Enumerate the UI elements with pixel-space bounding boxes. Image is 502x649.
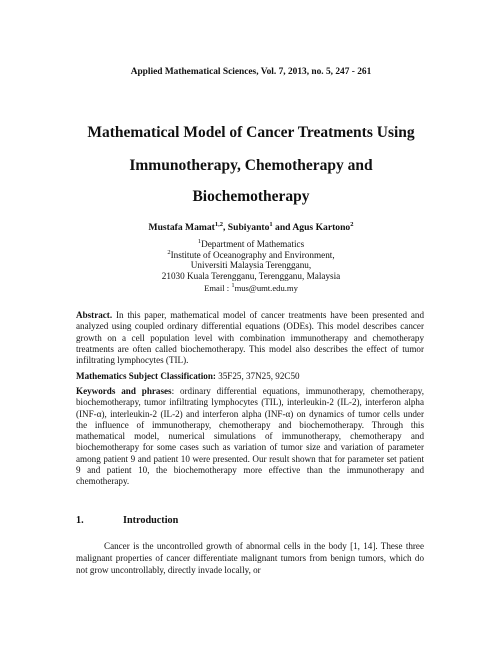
- affiliation-1: [0, 238, 502, 249]
- section-title: Introduction: [123, 515, 179, 526]
- email-superscript: 1: [231, 282, 235, 289]
- msc-text: 35F25, 37N25, 92C50: [215, 371, 300, 381]
- affiliation-superscript: 1: [197, 238, 202, 245]
- section-number: 1.: [76, 515, 84, 526]
- author-superscript: 2: [350, 221, 354, 228]
- keywords: [76, 386, 424, 488]
- author-superscript: 1,2: [214, 221, 223, 228]
- affiliation-2: [0, 249, 502, 260]
- title-line-1: Mathematical Model of Cancer Treatments Using: [87, 124, 415, 141]
- abstract-text: In this paper, mathematical model of cancer treatments have been presented and analyzed using coupled ordinary differential equations (ODEs). This model describes cancer growth on a cell population level with combination immunotherapy and chemotherapy treatments are often called biochemotherapy. This model also describes the effect of tumor infiltrating lymphocytes (TIL).: [76, 310, 424, 366]
- running-head: Applied Mathematical Sciences, Vol. 7, 2013, no. 5, 247 - 261: [130, 67, 372, 77]
- msc-label: Mathematics Subject Classification:: [76, 371, 216, 381]
- title-line-3: Biochemotherapy: [192, 188, 310, 205]
- keywords-label: Keywords and phrases: [76, 386, 172, 396]
- author-superscript: 1: [269, 221, 273, 228]
- abstract: [76, 310, 424, 366]
- author-separator: , Subiyanto: [223, 222, 270, 233]
- section-heading-introduction: [76, 515, 178, 526]
- abstract-label: Abstract.: [76, 310, 113, 320]
- affiliation-4: 21030 Kuala Terengganu, Terengganu, Malaysia: [161, 271, 341, 281]
- affiliation-3: Universiti Malaysia Terengganu,: [190, 260, 312, 270]
- affiliation-superscript: 2: [167, 249, 171, 256]
- author-list: [0, 221, 502, 233]
- email-address[interactable]: mus@umt.edu.my: [234, 283, 298, 293]
- msc-classification: [76, 371, 424, 382]
- author-separator: and Agus Kartono: [272, 222, 351, 233]
- affiliation-text: Institute of Oceanography and Environment,: [170, 250, 335, 260]
- affiliation-text: Department of Mathematics: [201, 239, 305, 249]
- email-prefix: Email :: [204, 283, 232, 293]
- keywords-text: : ordinary differential equations, immunotherapy, chemotherapy, biochemotherapy, tumor infiltrating lymphocytes (TIL), interleukin-2 (IL-2), interferon alpha (INF-α), interleukin-2 (IL-2) and interferon alpha (INF-α) on dynamics of tumor cells under the influence of immunotherapy, chemotherapy and biochemotherapy. Through this mathematical model, numerical simulations of immunotherapy, chemotherapy and biochemotherapy for some cases such as variation of tumor size and variation of parameter among patient 9 and patient 10 were presented. Our result shown that for parameter set patient 9 and patient 10, the biochemotherapy more effective than the immunotherapy and chemotherapy.: [76, 386, 424, 487]
- email-line: [0, 282, 502, 293]
- title-line-2: Immunotherapy, Chemotherapy and: [129, 157, 373, 174]
- introduction-paragraph: Cancer is the uncontrolled growth of abnormal cells in the body [1, 14]. These three malignant properties of cancer differentiate malignant tumors from benign tumors, which do not grow uncontrollably, directly invade locally, or: [76, 541, 424, 575]
- author-name: Mustafa Mamat: [148, 222, 215, 233]
